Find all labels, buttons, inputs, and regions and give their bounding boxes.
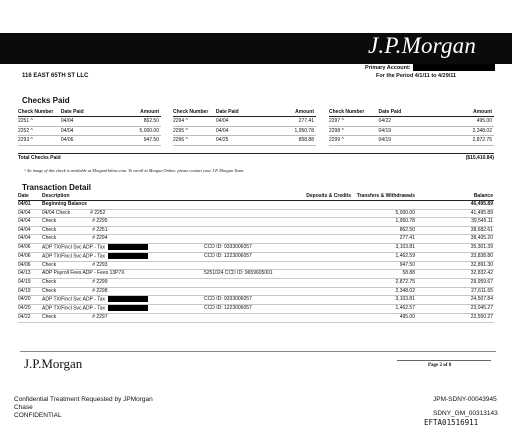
tx-description	[42, 287, 204, 296]
checks-row	[18, 126, 161, 136]
tx-date: 04/20	[18, 296, 42, 305]
tx-balance: 29,959.67	[416, 279, 494, 288]
bates-number-1: JPM-SDNY-00043945	[433, 396, 497, 403]
tx-description-text: ADP TX/Fincl Svc ADP - Tax	[42, 244, 105, 251]
tx-description	[42, 314, 204, 323]
tx-balance: 38,405.20	[416, 235, 494, 244]
transaction-row	[18, 209, 494, 218]
tx-description	[42, 218, 204, 227]
transaction-row	[18, 218, 494, 227]
tx-description	[42, 261, 204, 270]
tx-description-text: ADP Payroll Fees ADP - Fees 13P7X	[42, 270, 125, 277]
checks-paid-title: Checks Paid	[22, 96, 70, 105]
tx-date: 04/04	[18, 235, 42, 244]
checks-row	[173, 126, 316, 136]
tx-date: 04/13	[18, 270, 42, 279]
check-date: 04/25	[216, 136, 259, 146]
checks-row	[173, 136, 316, 146]
tx-ccd-id	[204, 209, 300, 218]
tx-ccd-id: CCD ID: 1223006057	[204, 252, 300, 261]
tx-ccd-id: CCD ID: 1223006057	[204, 305, 300, 314]
col-description: Description	[42, 193, 300, 201]
tx-date: 04/06	[18, 261, 42, 270]
tx-description	[42, 243, 204, 252]
primary-account-label: Primary Account:	[365, 64, 411, 71]
check-amount: 277.41	[259, 117, 316, 127]
check-date: 04/22	[379, 117, 429, 127]
checks-header-row	[173, 109, 316, 117]
checks-paid-table	[329, 109, 494, 146]
tx-deposit	[300, 209, 352, 218]
check-number: 2296 ^	[173, 136, 216, 146]
tx-withdrawal: 495.00	[352, 314, 416, 323]
col-balance: Balance	[416, 193, 494, 201]
check-date: 04/04	[61, 117, 104, 127]
col-amount: Amount	[104, 109, 161, 117]
check-number: 2294 ^	[173, 117, 216, 127]
col-date-paid: Date Paid	[61, 109, 104, 117]
tx-check-ref: # 2299	[92, 279, 108, 285]
col-amount: Amount	[428, 109, 494, 117]
check-date: 04/19	[379, 136, 429, 146]
tx-date: 04/04	[18, 209, 42, 218]
tx-ccd-id	[204, 218, 300, 227]
tx-date: 04/22	[18, 314, 42, 323]
tx-date: 04/04	[18, 226, 42, 235]
tx-ccd-id	[204, 279, 300, 288]
check-amount: 2,348.02	[428, 126, 494, 136]
tx-ccd-id	[204, 201, 300, 210]
check-number: 2293 ^	[18, 136, 61, 146]
tx-balance: 33,838.80	[416, 252, 494, 261]
divider	[20, 351, 496, 352]
tx-description	[42, 270, 204, 279]
col-date-paid: Date Paid	[379, 109, 429, 117]
tx-ccd-id	[204, 314, 300, 323]
check-amount: 862.50	[104, 117, 161, 127]
tx-date: 04/06	[18, 243, 42, 252]
tx-deposit	[300, 235, 352, 244]
checks-row	[329, 126, 494, 136]
tx-balance: 35,301.39	[416, 243, 494, 252]
tx-description-text: Check	[42, 314, 57, 321]
tx-description	[42, 201, 204, 210]
tx-description-text: Check	[42, 287, 57, 294]
tx-check-ref: # 2294	[92, 235, 108, 242]
tx-ccd-id	[204, 287, 300, 296]
tx-withdrawal: 5,000.00	[352, 209, 416, 218]
tx-check-ref: # 2252	[90, 209, 106, 216]
tx-balance: 23,045.27	[416, 305, 494, 314]
tx-description-text: Check	[42, 261, 57, 268]
tx-description-text: Check	[42, 226, 57, 233]
tx-ccd-id	[204, 226, 300, 235]
total-checks-value: ($15,410.84)	[465, 155, 494, 161]
tx-check-ref: # 2298	[92, 287, 108, 294]
checks-header-row	[18, 109, 161, 117]
tx-deposit	[300, 270, 352, 279]
col-check-number: Check Number	[18, 109, 61, 117]
redaction-bar	[108, 296, 148, 302]
tx-withdrawal: 862.50	[352, 226, 416, 235]
check-number: 2251 ^	[18, 117, 61, 127]
tx-withdrawal: 277.41	[352, 235, 416, 244]
tx-withdrawal: 1,950.78	[352, 218, 416, 227]
tx-withdrawal: 3,103.81	[352, 243, 416, 252]
bates-number-2: SDNY_GM_00313143	[433, 410, 498, 417]
tx-date: 04/19	[18, 287, 42, 296]
check-image-note: ^ An image of this check is available at MorganOnline.com. To enroll in Morgan Online, please contact your J.P. Morgan Team.	[24, 168, 245, 173]
tx-withdrawal	[352, 201, 416, 210]
tx-withdrawal: 3,103.81	[352, 296, 416, 305]
col-withdrawals: Transfers & Withdrawals	[352, 193, 416, 201]
tx-date: 04/19	[18, 279, 42, 288]
transaction-row	[18, 235, 494, 244]
primary-account	[365, 64, 495, 71]
tx-ccd-id: 5251024 CCD ID: 9659605001	[204, 270, 300, 279]
tx-deposit	[300, 279, 352, 288]
checks-header-row	[329, 109, 494, 117]
transaction-row	[18, 305, 494, 314]
transaction-row	[18, 226, 494, 235]
tx-date: 04/01	[18, 201, 42, 210]
tx-balance: 27,611.65	[416, 287, 494, 296]
tx-withdrawal: 1,462.59	[352, 252, 416, 261]
col-amount: Amount	[259, 109, 316, 117]
tx-balance: 22,550.27	[416, 314, 494, 323]
check-amount: 947.50	[104, 136, 161, 146]
redaction-bar	[108, 253, 148, 259]
confidential-line-1: Confidential Treatment Requested by JPMorgan	[14, 396, 153, 403]
check-amount: 858.88	[259, 136, 316, 146]
tx-description-text: ADP TX/Fincl Svc ADP - Tax	[42, 305, 105, 312]
check-date: 04/04	[216, 117, 259, 127]
check-amount: 5,000.00	[104, 126, 161, 136]
transaction-row	[18, 201, 494, 210]
transaction-header-row	[18, 193, 494, 201]
col-check-number: Check Number	[173, 109, 216, 117]
tx-description	[42, 279, 204, 288]
checks-row	[18, 117, 161, 127]
tx-check-ref: # 2295	[92, 218, 108, 225]
tx-withdrawal: 947.50	[352, 261, 416, 270]
tx-deposit	[300, 226, 352, 235]
check-number: 2252 ^	[18, 126, 61, 136]
tx-description-text: ADP TX/Fincl Svc ADP - Tax	[42, 296, 105, 303]
redaction-bar	[108, 244, 148, 250]
tx-description-text: 04/04 Check	[42, 209, 71, 216]
confidential-line-2: Chase	[14, 404, 33, 411]
tx-check-ref: # 2297	[92, 314, 108, 321]
tx-description-text: Check	[42, 279, 57, 285]
tx-deposit	[300, 314, 352, 323]
redaction-bar	[413, 64, 495, 71]
col-check-number: Check Number	[329, 109, 379, 117]
tx-withdrawal: 1,462.57	[352, 305, 416, 314]
transaction-detail-title: Transaction Detail	[22, 183, 91, 192]
tx-description	[42, 296, 204, 305]
tx-description	[42, 305, 204, 314]
tx-ccd-id	[204, 261, 300, 270]
check-date: 04/19	[379, 126, 429, 136]
total-checks-label: Total Checks Paid	[18, 155, 61, 161]
tx-deposit	[300, 261, 352, 270]
checks-row	[173, 117, 316, 127]
transaction-row	[18, 270, 494, 279]
tx-ccd-id: CCD ID: 9333006057	[204, 243, 300, 252]
col-deposits: Deposits & Credits	[300, 193, 352, 201]
confidential-line-3: CONFIDENTIAL	[14, 412, 62, 419]
transaction-table	[18, 193, 494, 323]
checks-row	[329, 136, 494, 146]
checks-paid-table	[173, 109, 316, 146]
tx-balance: 46,495.89	[416, 201, 494, 210]
statement-period: For the Period 4/1/11 to 4/29/11	[376, 73, 457, 79]
tx-balance: 24,507.84	[416, 296, 494, 305]
tx-deposit	[300, 218, 352, 227]
col-date-paid: Date Paid	[216, 109, 259, 117]
tx-ccd-id	[204, 235, 300, 244]
tx-date: 04/06	[18, 252, 42, 261]
transaction-row	[18, 261, 494, 270]
tx-description-text: Check	[42, 235, 57, 242]
checks-total-row	[18, 153, 494, 161]
tx-balance: 39,545.11	[416, 218, 494, 227]
check-number: 2295 ^	[173, 126, 216, 136]
tx-description-text: Beginning Balance	[42, 201, 88, 207]
tx-description	[42, 226, 204, 235]
tx-withdrawal: 2,348.02	[352, 287, 416, 296]
transaction-row	[18, 296, 494, 305]
checks-paid-table	[18, 109, 161, 146]
jpmorgan-footer-logo: J.P.Morgan	[24, 356, 83, 371]
col-date: Date	[18, 193, 42, 201]
redaction-bar	[108, 305, 148, 311]
tx-deposit	[300, 287, 352, 296]
transaction-row	[18, 287, 494, 296]
tx-deposit	[300, 305, 352, 314]
jpmorgan-logo: J.P.Morgan	[368, 33, 477, 58]
tx-description	[42, 235, 204, 244]
tx-deposit	[300, 243, 352, 252]
checks-row	[18, 136, 161, 146]
check-date: 04/04	[61, 126, 104, 136]
transaction-row	[18, 314, 494, 323]
tx-date: 04/20	[18, 305, 42, 314]
tx-check-ref: # 2293	[92, 261, 108, 268]
bates-number-3: EFTA01516911	[424, 418, 479, 427]
check-date: 04/04	[216, 126, 259, 136]
tx-deposit	[300, 201, 352, 210]
transaction-row	[18, 279, 494, 288]
tx-withdrawal: 58.88	[352, 270, 416, 279]
transaction-row	[18, 252, 494, 261]
tx-description-text: Check	[42, 218, 57, 225]
tx-withdrawal: 2,872.75	[352, 279, 416, 288]
tx-deposit	[300, 296, 352, 305]
checks-row	[329, 117, 494, 127]
check-date: 04/06	[61, 136, 104, 146]
tx-description	[42, 252, 204, 261]
page-number: Page 2 of 8	[428, 363, 452, 368]
divider	[397, 360, 491, 361]
tx-ccd-id: CCD ID: 9333006057	[204, 296, 300, 305]
tx-description-text: ADP TX/Fincl Svc ADP - Tax	[42, 253, 105, 260]
tx-balance: 32,891.30	[416, 261, 494, 270]
check-amount: 1,950.78	[259, 126, 316, 136]
tx-check-ref: # 2251	[92, 226, 108, 233]
check-amount: 2,872.75	[428, 136, 494, 146]
company-name: 116 EAST 65TH ST LLC	[22, 73, 89, 79]
tx-balance: 38,682.61	[416, 226, 494, 235]
transaction-row	[18, 243, 494, 252]
tx-deposit	[300, 252, 352, 261]
check-number: 2298 ^	[329, 126, 379, 136]
check-number: 2297 ^	[329, 117, 379, 127]
check-amount: 495.00	[428, 117, 494, 127]
tx-date: 04/04	[18, 218, 42, 227]
tx-balance: 41,495.89	[416, 209, 494, 218]
tx-description	[42, 209, 204, 218]
tx-balance: 32,832.42	[416, 270, 494, 279]
check-number: 2299 ^	[329, 136, 379, 146]
